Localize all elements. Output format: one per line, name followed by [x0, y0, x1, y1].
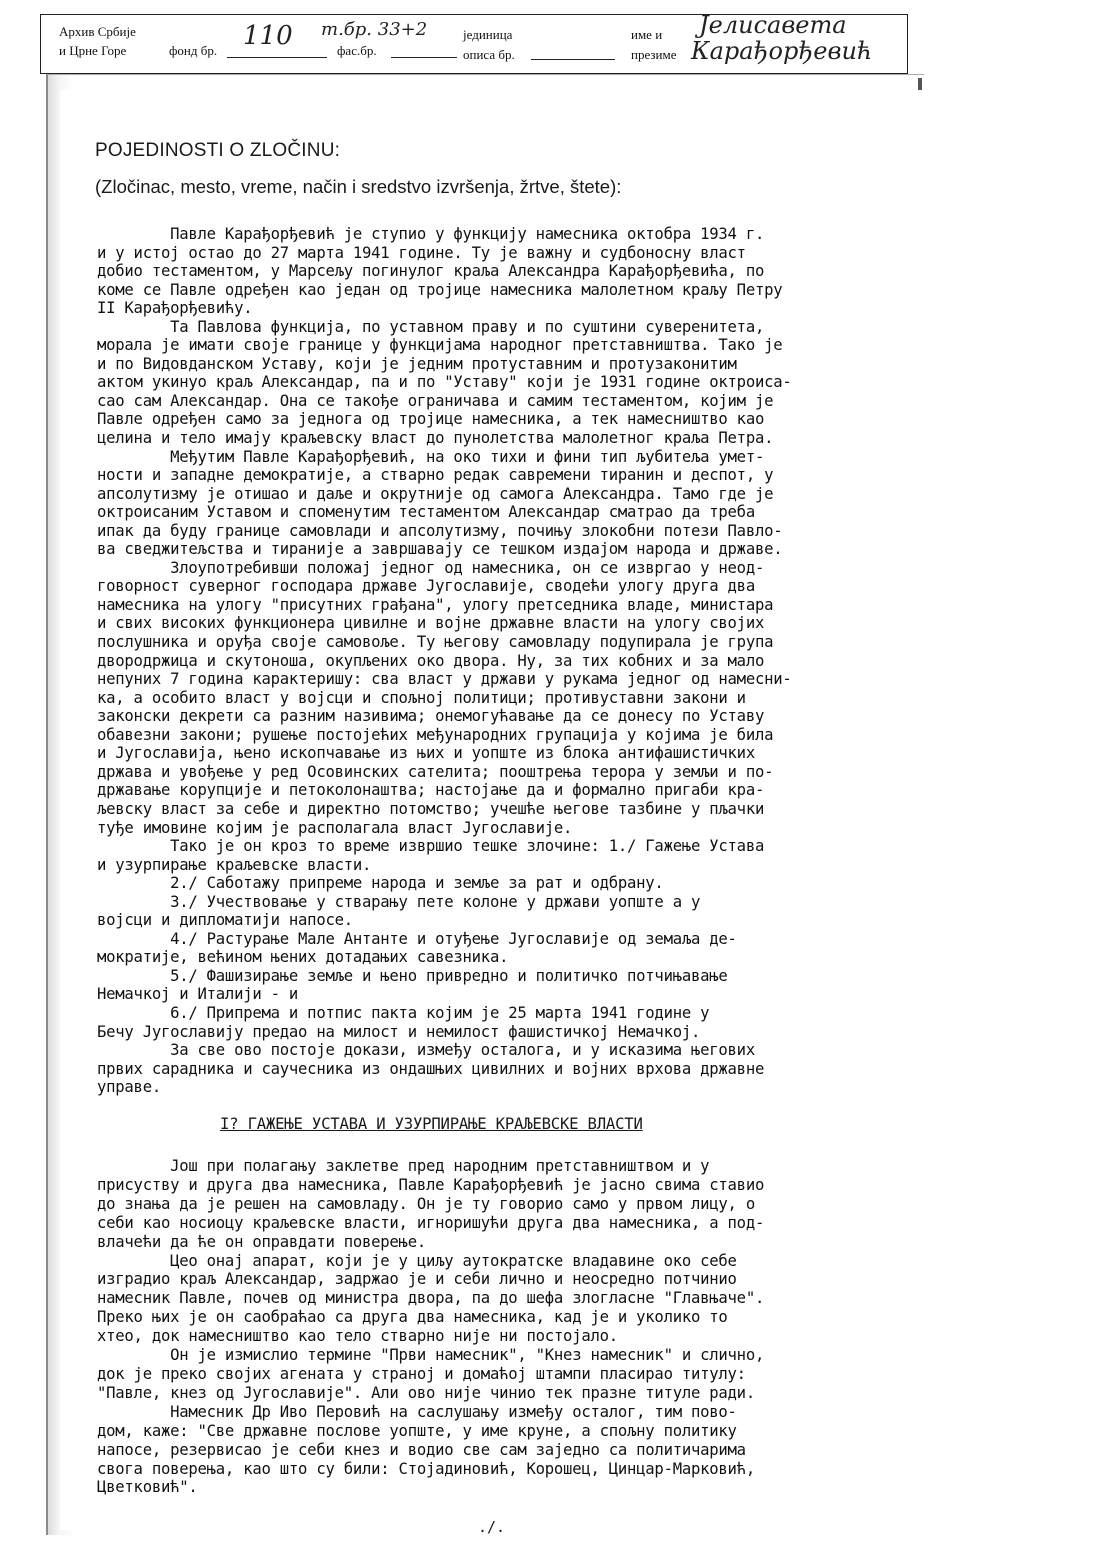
body-line: љевску власт за себе и директно потомство; учешће његове тазбине у пљачки [97, 799, 765, 818]
fond-label: фонд бр. [169, 43, 218, 58]
body-line: и свих високих функционера цивилне и војне државне власти на улогу својих [97, 614, 765, 633]
body-line: држава и увођење у ред Осовинских сателита; пооштрења терора у земљи и по- [97, 762, 774, 781]
section-body [97, 1157, 937, 1497]
body-line: актом укинуо краљ Александар, па и по "Уставу" који је 1931 године октроиса- [97, 373, 792, 392]
inventory-underline [531, 59, 615, 60]
body-line: двородржица и скутоноша, окупљених око двора. Ну, за тих кобних и за мало [97, 651, 765, 670]
section-title: I? ГАЖЕЊЕ УСТАВА И УЗУРПИРАЊЕ КРАЉЕВСКЕ ВЛАСТИ [220, 1115, 643, 1133]
body-line: морала је имати своје границе у функцијама народног претставништва. Тако је [97, 336, 783, 355]
body-line: За све ово постоје докази, између осталога, и у исказима његових [97, 1041, 755, 1060]
body-line: мократије, већином њених дотадањих савезника. [97, 948, 509, 967]
body-line: 3./ Учествовање у стварању пете колоне у држави уопште а у [97, 892, 701, 911]
body-line: октроисаним Уставом и споменутим тестаментом Александар сматрао да треба [97, 503, 755, 522]
surname-value: Карађорђевић [691, 37, 873, 65]
section-line: свога поверења, као што су били: Стојадиновић, Корошец, Цинцар-Марковић, [97, 1459, 755, 1478]
fas-underline [391, 57, 457, 58]
surname-label: презиме [631, 47, 677, 62]
body-line: Тако је он кроз то време извршио тешке злочине: 1./ Гажење Устава [97, 837, 765, 856]
body-line: и у истој остао до 27 марта 1941 године. Ту је важну и судбоносну власт [97, 243, 746, 262]
body-line: Павле одређен само за једнога од тројице намесника, а тек намесништво као [97, 410, 765, 429]
archive-stamp [40, 11, 908, 74]
body-line: и по Видовданском Уставу, који је једним протуставним и протузаконитим [97, 354, 737, 373]
body-line: сао сам Александар. Она се такође ограничава и самим тестаментом, којим је [97, 391, 774, 410]
section-line: Он је измислио термине "Први намесник", "Кнез намесник" и слично, [97, 1346, 765, 1365]
section-line: влачећи да ће он оправдати поверење. [97, 1232, 426, 1251]
section-line: Намесник Др Иво Перовић на саслушању између осталог, тим пово- [97, 1402, 737, 1421]
body-line: II Карађорђевићу. [97, 299, 253, 318]
body-line: ности и западне демократије, а стварно редак савремени тиранин и деспот, у [97, 466, 774, 485]
fond-value: 110 [243, 21, 293, 51]
body-line: 4./ Растурање Мале Антанте и отуђење Југославије од земаља де- [97, 929, 737, 948]
body-line: целина и тело имају краљевску власт до пунолетства малолетног краља Петра. [97, 429, 774, 448]
page-continuation-mark: ./. [478, 1518, 506, 1536]
body-line: говорност суверног господара државе Југославије, сводећи улогу друга два [97, 577, 755, 596]
body-line: и Југославија, њено ископчавање из њих и уопште из блока антифашистичких [97, 744, 755, 763]
name-value: Јелисавета [699, 11, 847, 39]
section-line: док је преко својих агената у страној и домаћој штампи пласирао титулу: [97, 1364, 746, 1383]
inventory-label: описа бр. [463, 47, 515, 62]
section-line: Преко њих је он саобраћао са друга два намесника, кад је и уколико то [97, 1308, 728, 1327]
body-line: и узурпирање краљевске власти. [97, 855, 372, 874]
body-line: непуних 7 година карактеришу: сва власт у држави у рукама једног од намесни- [97, 670, 792, 689]
body-line: добио тестаментом, у Марсељу погинулог краља Александра Карађорђевића, по [97, 262, 765, 281]
section-line: Цветковић". [97, 1478, 198, 1497]
body-line: Павле Карађорђевић је ступио у функцију намесника октобра 1934 г. [97, 225, 765, 243]
body-line: 2./ Саботажу припреме народа и земље за рат и одбрану. [97, 874, 664, 893]
body-line: туђе имовине којим је располагала власт Југославије. [97, 818, 573, 837]
document-heading: POJEDINOSTI O ZLOČINU: [95, 140, 341, 161]
section-line: себи као носиоцу краљевске власти, игноришући друга два намесника, а под- [97, 1213, 765, 1232]
section-line: дом, каже: "Све државне послове уопште, у име круне, а спољну политику [97, 1421, 737, 1440]
document-body [97, 225, 937, 1097]
body-line: државање корупције и петоколонаштва; настојање да и формално пригаби кра- [97, 781, 765, 800]
archive-name-line1: Архив Србије [59, 24, 136, 39]
body-line: Међутим Павле Карађорђевић, на око тихи и фини тип љубитеља умет- [97, 447, 765, 466]
fond-underline [227, 57, 327, 58]
name-label: име и [631, 27, 663, 42]
section-line: Још при полагању заклетве пред народним претставништвом и у [97, 1157, 710, 1175]
body-line: Злоупотребивши положај једног од намесника, он се извргао у неод- [97, 558, 765, 577]
body-line: законски декрети са разним називима; онемогућавање да се донесу по Уставу [97, 707, 765, 726]
body-line: коме се Павле одређен као један од тројице намесника малолетном краљу Петру [97, 280, 783, 299]
body-line: обавезни закони; рушење постојећих међународних групација у којима је била [97, 725, 774, 744]
section-line: напосе, резервисао је себи кнез и водио све сам заједно са политичарима [97, 1440, 746, 1459]
section-line: хтео, док намесништво као тело стварно није ни постојало. [97, 1327, 618, 1346]
body-line: првих сарадника и саучесника из ондашњих цивилних и војних врхова државне [97, 1059, 765, 1078]
body-line: ка, а особито власт у војсци и спољној политици; противуставни закони и [97, 688, 746, 707]
body-line: управе. [97, 1078, 161, 1097]
body-line: Немачкој и Италији - и [97, 985, 299, 1004]
body-line: послушника и оруђа своје самовоље. Ту његову самовладу подупирала је група [97, 633, 774, 652]
body-line: ипак да буду границе самовлади и апсолутизму, почињу злокобни потези Павло- [97, 521, 783, 540]
fas-value: т.бр. 33+2 [321, 19, 428, 40]
section-line: до знања да је решен на самовладу. Он је ту говорио само у првом лицу, о [97, 1194, 755, 1213]
body-line: апсолутизму је отишао и даље и окрутније од самога Александра. Тамо где је [97, 484, 774, 503]
section-line: "Павле, кнез од Југославије". Али ово није чинио тек празне титуле ради. [97, 1383, 755, 1402]
body-line: намесника на улогу "присутних грађана", улогу претседника владе, министара [97, 595, 774, 614]
body-line: ва сведжитељства и тираније а завршавају се тешком издајом народа и државе. [97, 540, 783, 559]
section-line: намесник Павле, почев од министра двора, па до шефа злогласне "Главњаче". [97, 1289, 765, 1308]
body-line: војсци и дипломатији напосе. [97, 911, 353, 930]
unit-label: јединица [463, 27, 513, 42]
fas-label: фас.бр. [337, 43, 377, 58]
section-line: присуству и друга два намесника, Павле Карађорђевић је јасно свима ставио [97, 1175, 765, 1194]
archive-name-line2: и Црне Горе [59, 43, 127, 58]
document-subheading: (Zločinac, mesto, vreme, način i sredstvo izvršenja, žrtve, štete): [95, 176, 622, 197]
body-line: 5./ Фашизирање земље и њено привредно и политичко потчињавање [97, 966, 728, 985]
section-line: изградио краљ Александар, задржао је и себи лично и неосредно потчинио [97, 1270, 737, 1289]
body-line: Бечу Југославију предао на милост и немилост фашистичкој Немачкој. [97, 1022, 701, 1041]
section-line: Цео онај апарат, који је у циљу аутократске владавине око себе [97, 1251, 737, 1270]
body-line: Та Павлова функција, по уставном праву и по суштини суверенитета, [97, 317, 765, 336]
body-line: 6./ Припрема и потпис пакта којим је 25 марта 1941 године у [97, 1003, 710, 1022]
